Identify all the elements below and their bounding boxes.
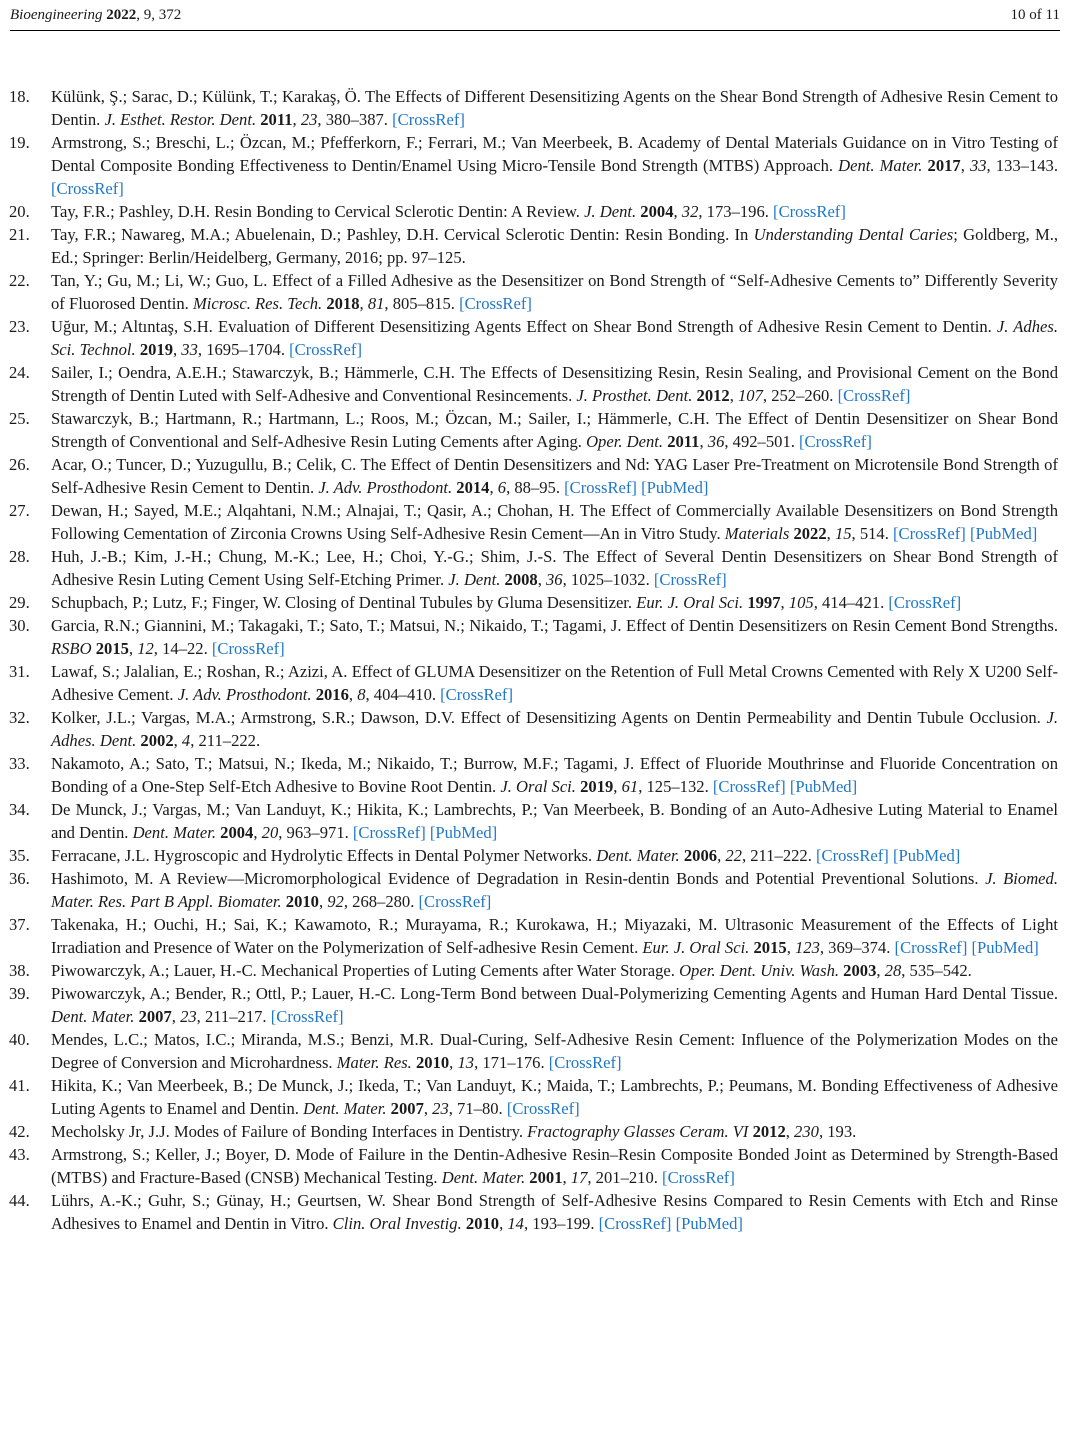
reference-text: , 193. bbox=[818, 1122, 857, 1141]
reference-text: , 201–210. bbox=[587, 1168, 663, 1187]
reference-item bbox=[0, 1028, 1080, 1074]
reference-number: 22. bbox=[9, 271, 30, 290]
reference-text: , bbox=[499, 1214, 508, 1233]
reference-item bbox=[0, 85, 1080, 131]
reference-year: 2018 bbox=[326, 294, 360, 313]
reference-italic-text: Eur. J. Oral Sci. bbox=[642, 938, 750, 957]
reference-italic-text: J. Biomed. Mater. Res. Part B Appl. Biomater. bbox=[51, 869, 1058, 911]
reference-italic-text: 20 bbox=[261, 823, 279, 842]
crossref-link[interactable]: [CrossRef] bbox=[392, 110, 465, 129]
reference-text: Schupbach, P.; Lutz, F.; Finger, W. Closing of Dentinal Tubules by Gluma Desensitizer. bbox=[51, 593, 637, 612]
reference-text: , bbox=[173, 731, 182, 750]
reference-item bbox=[0, 752, 1080, 798]
reference-text: Mendes, L.C.; Matos, I.C.; Miranda, M.S.; Benzi, M.R. Dual-Curing, Self-Adhesive Resin Cement: Influence of the Polymerization Modes on the Degree of Conversion and Microhardness. bbox=[51, 1030, 1058, 1072]
reference-year: 2016 bbox=[315, 685, 349, 704]
reference-number: 20. bbox=[9, 202, 30, 221]
reference-italic-text: 81 bbox=[367, 294, 385, 313]
reference-number: 36. bbox=[9, 869, 30, 888]
crossref-link[interactable]: [CrossRef] bbox=[598, 1214, 672, 1233]
reference-italic-text: Fractography Glasses Ceram. VI bbox=[527, 1122, 749, 1141]
reference-italic-text: 107 bbox=[738, 386, 763, 405]
reference-italic-text: Dent. Mater. bbox=[132, 823, 216, 842]
reference-text: Lawaf, S.; Jalalian, E.; Roshan, R.; Azizi, A. Effect of GLUMA Desensitizer on the Retention of Full Metal Crowns Cemented with Rely X U200 Self-Adhesive Cement. bbox=[51, 662, 1058, 704]
reference-italic-text: 17 bbox=[570, 1168, 588, 1187]
journal-year: 2022 bbox=[106, 7, 137, 23]
reference-number: 38. bbox=[9, 961, 30, 980]
reference-text: , 963–971. bbox=[278, 823, 353, 842]
reference-italic-text: Dent. Mater. bbox=[51, 1007, 135, 1026]
reference-year: 2015 bbox=[95, 639, 129, 658]
reference-text: Uğur, M.; Altıntaş, S.H. Evaluation of Different Desensitizing Agents Effect on Shear Bond Strength of Adhesive Resin Cement to Dentin. bbox=[51, 317, 997, 336]
reference-text: , bbox=[292, 110, 301, 129]
reference-text: Armstrong, S.; Keller, J.; Boyer, D. Mode of Failure in the Dentin-Adhesive Resin–Resin Composite Bonded Joint as Determined by Strength-Based (MTBS) and Fracture-Based (CNSB) Mechanical Testing. bbox=[51, 1145, 1058, 1187]
reference-italic-text: 36 bbox=[546, 570, 563, 589]
running-head bbox=[10, 4, 181, 26]
reference-italic-text: J. Adhes. Dent. bbox=[51, 708, 1058, 750]
reference-text: , 193–199. bbox=[523, 1214, 599, 1233]
reference-text: Stawarczyk, B.; Hartmann, R.; Hartmann, L.; Roos, M.; Özcan, M.; Sailer, I.; Hämmerle, C.H. The Effect of Dentin Desensitizer on Shear Bond Strength of Conventional and Self-Adhesive Resin Luting Cements after Aging. bbox=[51, 409, 1058, 451]
pubmed-link[interactable]: [PubMed] bbox=[429, 823, 498, 842]
reference-text: ; Goldberg, M., Ed.; Springer: Berlin/Heidelberg, Germany, 2016; pp. 97–125. bbox=[51, 225, 1059, 267]
reference-item bbox=[0, 200, 1080, 223]
crossref-link[interactable]: [CrossRef] bbox=[506, 1099, 580, 1118]
reference-text: , 535–542. bbox=[901, 961, 972, 980]
reference-text: Dewan, H.; Sayed, M.E.; Alqahtani, N.M.; Alnajai, T.; Qasir, A.; Chohan, H. The Effect of Commercially Available Desensitizers on Bond Strength Following Cementation of Zirconia Crowns Using Self-Adhesive Resin Cement—An in Vitro Study. bbox=[51, 501, 1058, 543]
reference-item bbox=[0, 1189, 1080, 1235]
reference-item bbox=[0, 1143, 1080, 1189]
reference-italic-text: 105 bbox=[788, 593, 814, 612]
reference-text: Hashimoto, M. A Review—Micromorphological Evidence of Degradation in Resin-dentin Bonds and Potential Preventional Solutions. bbox=[51, 869, 986, 888]
reference-italic-text: J. Prosthet. Dent. bbox=[576, 386, 693, 405]
reference-text: , 1695–1704. bbox=[197, 340, 290, 359]
reference-list bbox=[0, 85, 1080, 1235]
reference-text: Mecholsky Jr, J.J. Modes of Failure of Bonding Interfaces in Dentistry. bbox=[51, 1122, 528, 1141]
reference-year: 2011 bbox=[260, 110, 293, 129]
reference-text: , bbox=[673, 202, 682, 221]
reference-italic-text: 8 bbox=[357, 685, 366, 704]
reference-text: , 252–260. bbox=[762, 386, 838, 405]
reference-text: , bbox=[786, 938, 795, 957]
reference-text: Tan, Y.; Gu, M.; Li, W.; Guo, L. Effect of a Filled Adhesive as the Desensitizer on Bond Strength of “Self-Adhesive Cements to” Differently Severity of Fluorosed Dentin. bbox=[51, 271, 1058, 313]
reference-text: Garcia, R.N.; Giannini, M.; Takagaki, T.; Sato, T.; Matsui, N.; Nikaido, T.; Tagami, J. Effect of Dentin Desensitizers on Resin Cement Bond Strengths. bbox=[51, 616, 1058, 635]
reference-italic-text: Understanding Dental Caries bbox=[753, 225, 954, 244]
reference-text: , bbox=[562, 1168, 571, 1187]
reference-text: , bbox=[489, 478, 498, 497]
crossref-link[interactable]: [CrossRef] bbox=[894, 938, 968, 957]
reference-text: , bbox=[318, 892, 328, 911]
reference-item bbox=[0, 798, 1080, 844]
reference-year: 2004 bbox=[220, 823, 254, 842]
journal-name: Bioengineering bbox=[10, 7, 103, 23]
reference-italic-text: 6 bbox=[497, 478, 507, 497]
reference-italic-text: 36 bbox=[707, 432, 725, 451]
reference-italic-text: 123 bbox=[794, 938, 820, 957]
reference-year: 2017 bbox=[927, 156, 961, 175]
reference-italic-text: 23 bbox=[432, 1099, 449, 1118]
reference-italic-text: 12 bbox=[137, 639, 154, 658]
reference-italic-text: J. Adhes. Sci. Technol. bbox=[51, 317, 1058, 359]
reference-text: , bbox=[780, 593, 789, 612]
crossref-link[interactable]: [CrossRef] bbox=[816, 846, 889, 865]
reference-text: , 211–222. bbox=[190, 731, 261, 750]
reference-item bbox=[0, 844, 1080, 867]
reference-text: Takenaka, H.; Ouchi, H.; Sai, K.; Kawamoto, R.; Murayama, R.; Kurokawa, H.; Miyazaki, M. Ultrasonic Measurement of the Effects of Light Irradiation and Presence of Water on the Polymerization of Self-adhesive Resin Cement. bbox=[51, 915, 1058, 957]
reference-italic-text: Dent. Mater. bbox=[596, 846, 680, 865]
reference-item bbox=[0, 499, 1080, 545]
reference-year: 2010 bbox=[465, 1214, 500, 1233]
reference-item bbox=[0, 131, 1080, 200]
reference-number: 44. bbox=[9, 1191, 30, 1210]
reference-year: 2006 bbox=[683, 846, 718, 865]
reference-year: 2003 bbox=[843, 961, 877, 980]
reference-text: , bbox=[537, 570, 546, 589]
reference-text: , bbox=[717, 846, 726, 865]
reference-italic-text: 23 bbox=[300, 110, 318, 129]
reference-text: , 125–132. bbox=[638, 777, 713, 796]
reference-year: 2014 bbox=[456, 478, 490, 497]
reference-item bbox=[0, 867, 1080, 913]
reference-number: 35. bbox=[9, 846, 30, 865]
reference-text: , bbox=[613, 777, 622, 796]
reference-item bbox=[0, 453, 1080, 499]
crossref-link[interactable]: [CrossRef] bbox=[712, 777, 786, 796]
reference-year: 2002 bbox=[140, 731, 174, 750]
reference-text: , 173–196. bbox=[698, 202, 774, 221]
reference-number: 25. bbox=[9, 409, 30, 428]
pubmed-link[interactable]: [PubMed] bbox=[970, 524, 1038, 543]
reference-item bbox=[0, 361, 1080, 407]
reference-italic-text: 22 bbox=[725, 846, 742, 865]
reference-text: Tay, F.R.; Nawareg, M.A.; Abuelenain, D.; Pashley, D.H. Cervical Sclerotic Dentin: Resin Bonding. In bbox=[51, 225, 754, 244]
reference-year: 2012 bbox=[752, 1122, 786, 1141]
reference-italic-text: 14 bbox=[507, 1214, 524, 1233]
reference-italic-text: Dent. Mater. bbox=[441, 1168, 526, 1187]
reference-italic-text: 230 bbox=[794, 1122, 819, 1141]
reference-italic-text: Eur. J. Oral Sci. bbox=[636, 593, 744, 612]
reference-text: , 1025–1032. bbox=[562, 570, 654, 589]
reference-year: 2019 bbox=[139, 340, 173, 359]
reference-text: , bbox=[449, 1053, 458, 1072]
reference-text: , 514. bbox=[851, 524, 894, 543]
reference-italic-text: Dent. Mater. bbox=[838, 156, 923, 175]
reference-text: , 380–387. bbox=[317, 110, 393, 129]
reference-text: , bbox=[729, 386, 738, 405]
journal-volume-article: , 9, 372 bbox=[136, 7, 182, 23]
reference-text: , bbox=[785, 1122, 795, 1141]
reference-text: , 404–410. bbox=[365, 685, 441, 704]
page-number: 10 of 11 bbox=[1010, 7, 1060, 23]
reference-text: , 268–280. bbox=[343, 892, 419, 911]
crossref-link[interactable]: [CrossRef] bbox=[799, 432, 872, 451]
reference-year: 2001 bbox=[529, 1168, 563, 1187]
reference-italic-text: 92 bbox=[327, 892, 344, 911]
reference-year: 2010 bbox=[415, 1053, 450, 1072]
reference-text: , bbox=[348, 685, 358, 704]
reference-text: , bbox=[171, 1007, 181, 1026]
reference-italic-text: Oper. Dent. Univ. Wash. bbox=[679, 961, 840, 980]
reference-italic-text: Dent. Mater. bbox=[303, 1099, 387, 1118]
reference-text: , bbox=[699, 432, 708, 451]
crossref-link[interactable]: [CrossRef] bbox=[440, 685, 513, 704]
reference-item bbox=[0, 660, 1080, 706]
reference-number: 37. bbox=[9, 915, 30, 934]
reference-text: , bbox=[253, 823, 262, 842]
reference-year: 2015 bbox=[753, 938, 787, 957]
reference-italic-text: Mater. Res. bbox=[336, 1053, 412, 1072]
reference-italic-text: J. Esthet. Restor. Dent. bbox=[104, 110, 257, 129]
reference-number: 24. bbox=[9, 363, 30, 382]
pubmed-link[interactable]: [PubMed] bbox=[893, 846, 961, 865]
reference-number: 33. bbox=[9, 754, 30, 773]
reference-text: , 171–176. bbox=[474, 1053, 549, 1072]
reference-text: Kolker, J.L.; Vargas, M.A.; Armstrong, S.R.; Dawson, D.V. Effect of Desensitizing Agents on Dentin Permeability and Dentin Tubule Occlusion. bbox=[51, 708, 1047, 727]
reference-text: , 133–143. bbox=[986, 156, 1058, 175]
reference-item bbox=[0, 982, 1080, 1028]
crossref-link[interactable]: [CrossRef] bbox=[418, 892, 492, 911]
pubmed-link[interactable]: [PubMed] bbox=[641, 478, 709, 497]
pubmed-link[interactable]: [PubMed] bbox=[971, 938, 1039, 957]
reference-year: 2019 bbox=[580, 777, 614, 796]
reference-number: 29. bbox=[9, 593, 30, 612]
reference-text: , 88–95. bbox=[506, 478, 565, 497]
reference-item bbox=[0, 913, 1080, 959]
crossref-link[interactable]: [CrossRef] bbox=[662, 1168, 735, 1187]
reference-number: 19. bbox=[9, 133, 30, 152]
header-divider bbox=[10, 30, 1060, 31]
reference-year: 2012 bbox=[696, 386, 730, 405]
reference-text: Külünk, Ş.; Sarac, D.; Külünk, T.; Karakaş, Ö. The Effects of Different Desensitizing Agents on the Shear Bond Strength of Adhesive Resin Cement to Dentin. bbox=[51, 87, 1058, 129]
reference-item bbox=[0, 407, 1080, 453]
reference-number: 40. bbox=[9, 1030, 30, 1049]
crossref-link[interactable]: [CrossRef] bbox=[653, 570, 727, 589]
reference-year: 2008 bbox=[504, 570, 538, 589]
reference-item bbox=[0, 614, 1080, 660]
reference-italic-text: 4 bbox=[181, 731, 191, 750]
crossref-link[interactable]: [CrossRef] bbox=[51, 179, 124, 198]
crossref-link[interactable]: [CrossRef] bbox=[289, 340, 362, 359]
reference-number: 34. bbox=[9, 800, 30, 819]
reference-item bbox=[0, 1120, 1080, 1143]
crossref-link[interactable]: [CrossRef] bbox=[352, 823, 426, 842]
reference-text: , bbox=[423, 1099, 433, 1118]
reference-text: , 805–815. bbox=[384, 294, 460, 313]
reference-text: Hikita, K.; Van Meerbeek, B.; De Munck, J.; Ikeda, T.; Van Landuyt, K.; Maida, T.; Lambrechts, P.; Peumans, M. Bonding Effectiveness of Adhesive Luting Agents to Enamel and Dentin. bbox=[51, 1076, 1058, 1118]
reference-year: 2010 bbox=[285, 892, 319, 911]
pubmed-link[interactable]: [PubMed] bbox=[675, 1214, 743, 1233]
reference-italic-text: Materials bbox=[724, 524, 790, 543]
reference-text: , 414–421. bbox=[813, 593, 889, 612]
reference-number: 32. bbox=[9, 708, 30, 727]
reference-year: 1997 bbox=[747, 593, 781, 612]
reference-item bbox=[0, 959, 1080, 982]
reference-italic-text: RSBO bbox=[51, 639, 92, 658]
reference-number: 31. bbox=[9, 662, 30, 681]
reference-text: Acar, O.; Tuncer, D.; Yuzugullu, B.; Celik, C. The Effect of Dentin Desensitizers and Nd: YAG Laser Pre-Treatment on Microtensile Bond Strength of Self-Adhesive Resin Cement to Dentin. bbox=[51, 455, 1058, 497]
reference-text: Huh, J.-B.; Kim, J.-H.; Chung, M.-K.; Lee, H.; Choi, Y.-G.; Shim, J.-S. The Effect of Several Dentin Desensitizers on Shear Bond Strength of Adhesive Resin Luting Cement Using Self-Etching Primer. bbox=[51, 547, 1058, 589]
reference-italic-text: Clin. Oral Investig. bbox=[332, 1214, 462, 1233]
reference-text: , bbox=[128, 639, 138, 658]
reference-item bbox=[0, 269, 1080, 315]
page-header bbox=[10, 4, 1060, 26]
reference-number: 26. bbox=[9, 455, 30, 474]
reference-text: , 14–22. bbox=[153, 639, 212, 658]
reference-text: Piwowarczyk, A.; Bender, R.; Ottl, P.; Lauer, H.-C. Long-Term Bond between Dual-Polymerizing Cementing Agents and Human Hard Dental Tissue. bbox=[51, 984, 1058, 1003]
reference-text: Nakamoto, A.; Sato, T.; Matsui, N.; Ikeda, M.; Nikaido, T.; Burrow, M.F.; Tagami, J. Effect of Fluoride Mouthrinse and Fluoride Concentration on Bonding of a One-Step Self-Etch Adhesive to Bovine Root Dentin. bbox=[51, 754, 1058, 796]
reference-text: , bbox=[173, 340, 182, 359]
reference-year: 2007 bbox=[138, 1007, 172, 1026]
reference-item bbox=[0, 1074, 1080, 1120]
reference-italic-text: 32 bbox=[681, 202, 699, 221]
reference-number: 41. bbox=[9, 1076, 30, 1095]
reference-number: 23. bbox=[9, 317, 30, 336]
reference-number: 28. bbox=[9, 547, 30, 566]
reference-item bbox=[0, 223, 1080, 269]
reference-italic-text: Oper. Dent. bbox=[586, 432, 664, 451]
crossref-link[interactable]: [CrossRef] bbox=[837, 386, 911, 405]
reference-italic-text: 28 bbox=[884, 961, 902, 980]
reference-text: Armstrong, S.; Breschi, L.; Özcan, M.; Pfefferkorn, F.; Ferrari, M.; Van Meerbeek, B. Academy of Dental Materials Guidance on in Vitro Testing of Dental Composite Bonding Effectiveness to Dentin/Enamel Using Micro-Tensile Bond Strength (MTBS) Approach. bbox=[51, 133, 1058, 175]
reference-italic-text: 33 bbox=[181, 340, 198, 359]
reference-italic-text: 13 bbox=[457, 1053, 475, 1072]
reference-text: Tay, F.R.; Pashley, D.H. Resin Bonding to Cervical Sclerotic Dentin: A Review. bbox=[51, 202, 585, 221]
reference-number: 21. bbox=[9, 225, 30, 244]
reference-number: 18. bbox=[9, 87, 30, 106]
crossref-link[interactable]: [CrossRef] bbox=[270, 1007, 344, 1026]
crossref-link[interactable]: [CrossRef] bbox=[564, 478, 637, 497]
reference-italic-text: J. Dent. bbox=[448, 570, 501, 589]
reference-italic-text: 15 bbox=[834, 524, 852, 543]
reference-text: , 369–374. bbox=[819, 938, 895, 957]
reference-year: 2004 bbox=[640, 202, 674, 221]
reference-italic-text: J. Adv. Prosthodont. bbox=[177, 685, 312, 704]
reference-item bbox=[0, 545, 1080, 591]
reference-text: , bbox=[960, 156, 970, 175]
reference-number: 39. bbox=[9, 984, 30, 1003]
pubmed-link[interactable]: [PubMed] bbox=[789, 777, 858, 796]
reference-text: Piwowarczyk, A.; Lauer, H.-C. Mechanical Properties of Luting Cements after Water Storage. bbox=[51, 961, 680, 980]
reference-year: 2007 bbox=[390, 1099, 424, 1118]
reference-text: , 492–501. bbox=[724, 432, 800, 451]
reference-italic-text: J. Dent. bbox=[584, 202, 637, 221]
reference-number: 42. bbox=[9, 1122, 30, 1141]
reference-text: , 211–222. bbox=[741, 846, 817, 865]
reference-year: 2022 bbox=[793, 524, 827, 543]
reference-text: Ferracane, J.L. Hygroscopic and Hydrolytic Effects in Dental Polymer Networks. bbox=[51, 846, 597, 865]
reference-italic-text: 33 bbox=[969, 156, 987, 175]
reference-number: 43. bbox=[9, 1145, 30, 1164]
reference-text: Sailer, I.; Oendra, A.E.H.; Stawarczyk, B.; Hämmerle, C.H. The Effects of Desensitizing Resin, Resin Sealing, and Provisional Cement on the Bond Strength of Dentin Luted with Self-Adhesive and Conventional Resincements. bbox=[51, 363, 1058, 405]
crossref-link[interactable]: [CrossRef] bbox=[211, 639, 285, 658]
reference-italic-text: 23 bbox=[180, 1007, 197, 1026]
crossref-link[interactable]: [CrossRef] bbox=[893, 524, 966, 543]
crossref-link[interactable]: [CrossRef] bbox=[773, 202, 846, 221]
reference-text: , bbox=[826, 524, 835, 543]
reference-year: 2011 bbox=[667, 432, 700, 451]
reference-italic-text: 61 bbox=[621, 777, 639, 796]
reference-item bbox=[0, 315, 1080, 361]
reference-item bbox=[0, 591, 1080, 614]
reference-text: De Munck, J.; Vargas, M.; Van Landuyt, K.; Hikita, K.; Lambrechts, P.; Van Meerbeek, B. Bonding of an Auto-Adhesive Luting Material to Enamel and Dentin. bbox=[51, 800, 1058, 842]
reference-number: 27. bbox=[9, 501, 30, 520]
reference-text: , bbox=[359, 294, 368, 313]
reference-text: , bbox=[876, 961, 885, 980]
reference-italic-text: Microsc. Res. Tech. bbox=[192, 294, 323, 313]
reference-italic-text: J. Adv. Prosthodont. bbox=[318, 478, 453, 497]
crossref-link[interactable]: [CrossRef] bbox=[459, 294, 532, 313]
reference-item bbox=[0, 706, 1080, 752]
reference-text: , 71–80. bbox=[448, 1099, 507, 1118]
crossref-link[interactable]: [CrossRef] bbox=[888, 593, 962, 612]
crossref-link[interactable]: [CrossRef] bbox=[548, 1053, 622, 1072]
reference-text: , 211–217. bbox=[196, 1007, 271, 1026]
reference-text: Lührs, A.-K.; Guhr, S.; Günay, H.; Geurtsen, W. Shear Bond Strength of Self-Adhesive Resins Compared to Resin Cements with Etch and Rinse Adhesives to Enamel and Dentin in Vitro. bbox=[51, 1191, 1058, 1233]
reference-number: 30. bbox=[9, 616, 30, 635]
reference-italic-text: J. Oral Sci. bbox=[500, 777, 576, 796]
